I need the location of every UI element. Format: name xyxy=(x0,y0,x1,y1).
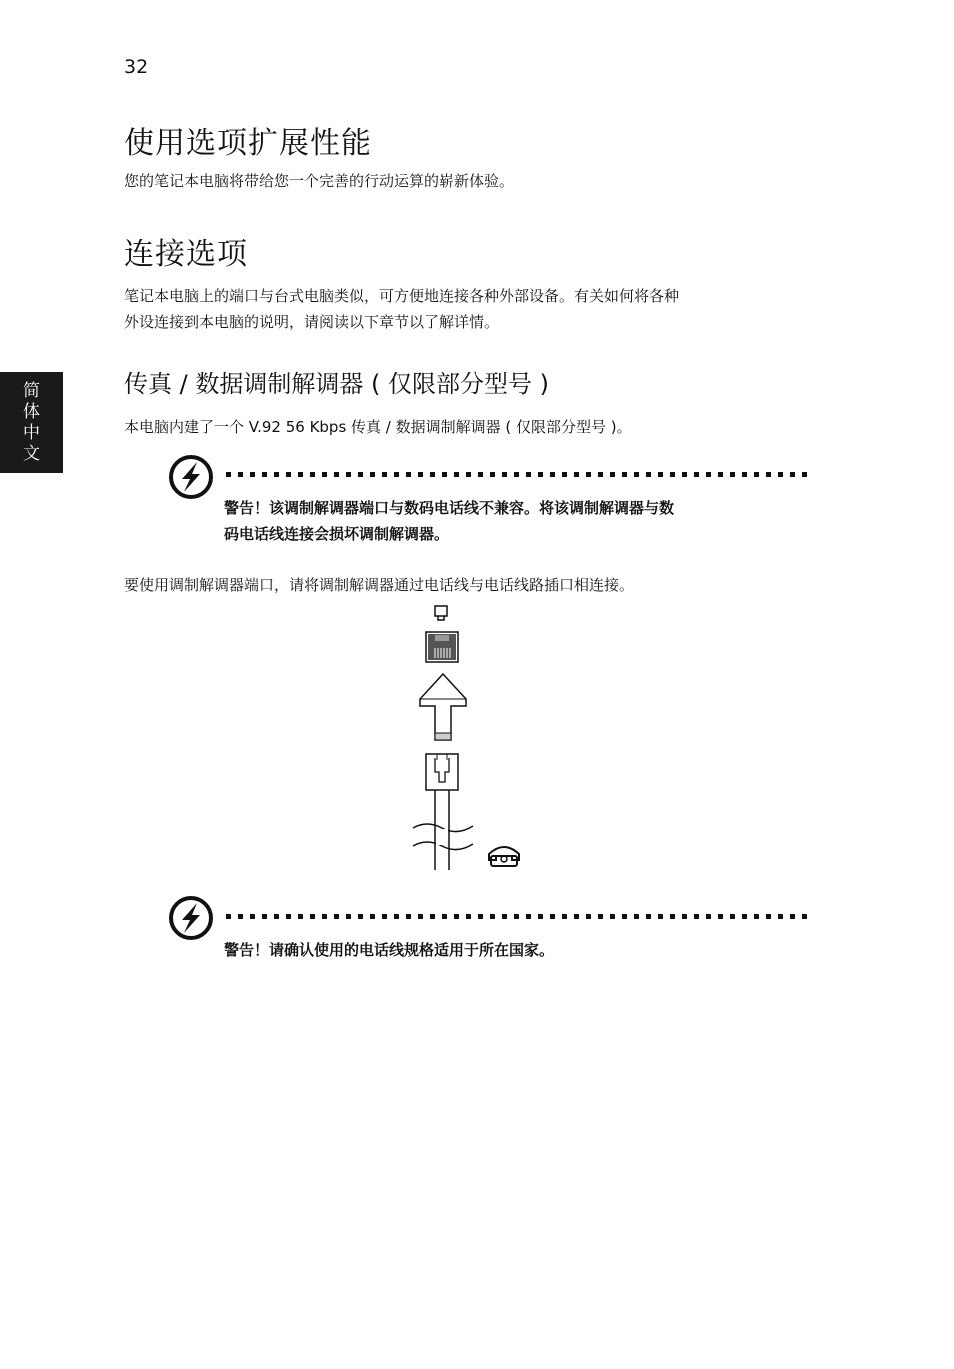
warning-text-line1: 警告！该调制解调器端口与数码电话线不兼容。将该调制解调器与数 xyxy=(224,499,675,517)
telephone-icon xyxy=(489,847,519,866)
modem-intro: 本电脑内建了一个 V.92 56 Kbps 传真 / 数据调制解调器 ( 仅限部分型号 )。 xyxy=(124,418,632,436)
warning-lightning-icon xyxy=(168,895,214,941)
section-title-options: 使用选项扩展性能 xyxy=(124,126,372,161)
arrow-up-icon xyxy=(420,674,466,740)
modem-connection-diagram xyxy=(405,602,530,874)
section-title-modem: 传真 / 数据调制解调器 ( 仅限部分型号 ) xyxy=(124,370,549,398)
warning-text-line2: 码电话线连接会损坏调制解调器。 xyxy=(224,525,450,543)
warning-divider xyxy=(226,914,810,919)
section-intro-options: 您的笔记本电脑将带给您一个完善的行动运算的崭新体验。 xyxy=(124,172,515,190)
language-side-tab-label: 简体中文 xyxy=(23,380,40,464)
connectivity-paragraph-line2: 外设连接到本电脑的说明，请阅读以下章节以了解详情。 xyxy=(124,313,500,331)
page-number: 32 xyxy=(124,56,149,78)
language-side-tab xyxy=(0,372,63,473)
warning-divider xyxy=(226,472,810,477)
modem-instruction: 要使用调制解调器端口，请将调制解调器通过电话线与电话线路插口相连接。 xyxy=(124,576,635,594)
rj11-plug-icon xyxy=(413,754,473,870)
warning-lightning-icon xyxy=(168,454,214,500)
connectivity-paragraph-line1: 笔记本电脑上的端口与台式电脑类似，可方便地连接各种外部设备。有关如何将各种 xyxy=(124,287,680,305)
modem-port-label-icon xyxy=(435,606,447,620)
rj11-port-icon xyxy=(426,632,458,662)
section-title-connectivity: 连接选项 xyxy=(124,237,248,272)
warning-text: 警告！请确认使用的电话线规格适用于所在国家。 xyxy=(224,941,555,959)
